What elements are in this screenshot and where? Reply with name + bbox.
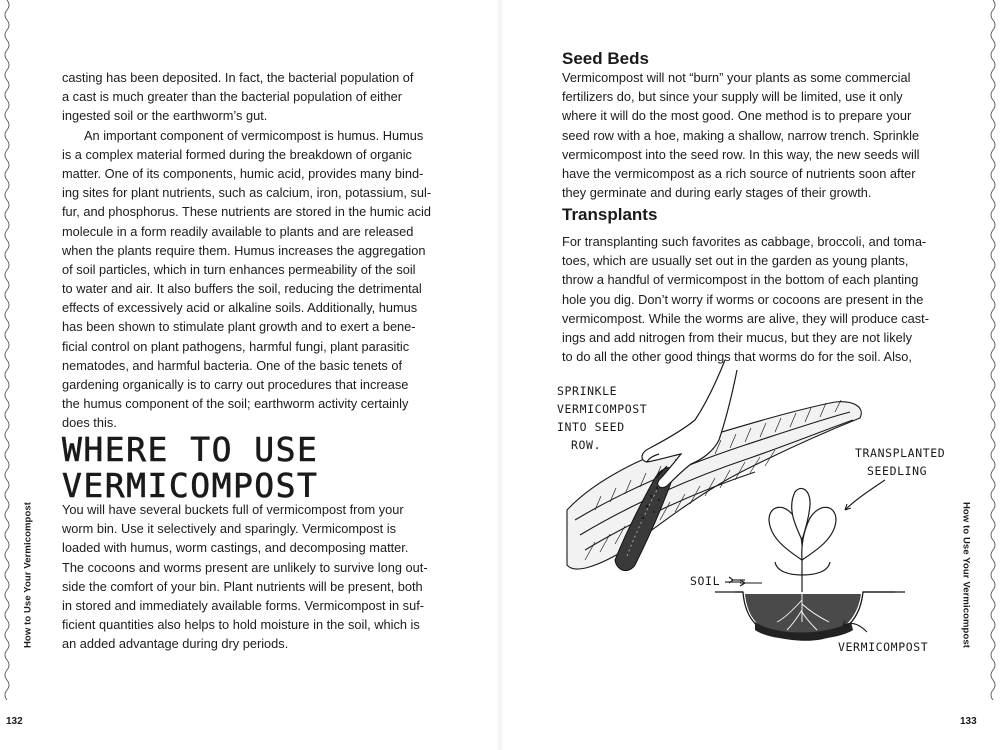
text-line: to water and air. It also buffers the soil, reducing the detrimental [62, 281, 422, 297]
text-line: fur, and phosphorus. These nutrients are stored in the humic acid [62, 204, 431, 220]
text-line: vermicompost into the seed row. In this way, the new seeds will [562, 146, 920, 162]
text-line: molecule in a form readily available to plants and are released [62, 223, 414, 239]
text-line: to do all the other good things that worms do for the soil. Also, [562, 349, 912, 365]
label-line: SPRINKLE [557, 384, 618, 398]
text-line: they germinate and during early stages of their growth. [562, 185, 872, 201]
label-line: INTO SEED [557, 420, 625, 434]
running-head: How to Use Your Vermicompost [22, 501, 34, 649]
vermicompost-illustration [555, 360, 950, 660]
text-line: when the plants require them. Humus increases the aggregation [62, 242, 426, 258]
subheading-transplants: Transplants [562, 205, 658, 224]
transplants-body [562, 232, 947, 366]
label-line: ROW. [571, 438, 602, 452]
planting-hole [715, 592, 905, 640]
section-body [62, 500, 442, 654]
label-transplanted-seedling [855, 444, 945, 480]
body-text-continuation [62, 68, 442, 433]
text-line: where it will do the most good. One method is to prepare your [562, 108, 912, 124]
text-line: in stored and immediately available forms. Vermicompost in suf- [62, 597, 425, 613]
heading-line: WHERE TO USE [62, 430, 319, 469]
text-line: worm bin. Use it selectively and sparingly. Vermicompost is [62, 521, 397, 537]
subheading-seed-beds: Seed Beds [562, 49, 649, 68]
running-head: How to Use Your Vermicompost [960, 501, 972, 649]
text-line: ficial control on plant pathogens, harmful fungi, plant parasitic [62, 338, 410, 354]
text-line: ings and add nitrogen from their mucus, but they are not likely [562, 329, 912, 345]
text-line: gardening organically is to carry out procedures that increase [62, 377, 409, 392]
text-line: vermicompost. While the worms are alive, they will produce cast- [562, 310, 929, 326]
text-line: throw a handful of vermicompost in the bottom of each planting [562, 272, 919, 288]
text-line: does this. [62, 415, 117, 431]
label-soil: SOIL [690, 574, 721, 588]
text-line: is a complex material formed during the breakdown of organic [62, 146, 412, 162]
text-line: matter. One of its components, humic acid, provides many bind- [62, 165, 424, 181]
page-number: 132 [6, 716, 23, 727]
text-line: has been shown to stimulate plant growth and to exert a bene- [62, 319, 416, 335]
text-line: You will have several buckets full of vermicompost from your [62, 502, 404, 517]
text-line: toes, which are usually set out in the garden as young plants, [562, 253, 909, 269]
label-vermicompost: VERMICOMPOST [838, 640, 929, 654]
text-line: an added advantage during dry periods. [62, 636, 289, 652]
text-line: hole you dig. Don’t worry if worms or cocoons are present in the [562, 291, 924, 307]
text-line: a cast is much greater than the bacterial population of either [62, 89, 403, 105]
text-line: ingested soil or the earthworm’s gut. [62, 108, 268, 124]
text-line: loaded with humus, worm castings, and decomposing matter. [62, 540, 409, 556]
label-sprinkle-vermicompost [557, 382, 647, 454]
text-line: ing sites for plant nutrients, such as calcium, iron, potassium, sul- [62, 185, 432, 201]
text-line: seed row with a hoe, making a shallow, narrow trench. Sprinkle [562, 127, 920, 143]
label-line: VERMICOMPOST [557, 402, 648, 416]
heading-line: VERMICOMPOST [62, 466, 319, 505]
text-line: ficient quantities also helps to hold moisture in the soil, which is [62, 617, 420, 633]
text-line: of soil particles, which in turn enhances permeability of the soil [62, 261, 416, 277]
section-heading [62, 432, 362, 504]
text-line: have the vermicompost as a rich source of nutrients soon after [562, 165, 916, 181]
text-line: effects of excessively acid or alkaline soils. Additionally, humus [62, 300, 418, 316]
wavy-border-left [2, 0, 12, 700]
label-line: SEEDLING [867, 464, 928, 478]
text-line: the humus component of the soil; earthworm activity certainly [62, 396, 409, 412]
text-line: fertilizers do, but since your supply will be limited, use it only [562, 89, 903, 105]
text-line: The cocoons and worms present are unlikely to survive long out- [62, 559, 428, 575]
wavy-border-right [988, 0, 998, 700]
seedling [769, 488, 836, 592]
text-line: side the comfort of your bin. Plant nutrients will be present, both [62, 578, 423, 594]
text-line: nematodes, and harmful bacteria. One of the basic tenets of [62, 357, 403, 373]
text-line: Vermicompost will not “burn” your plants as some commercial [562, 70, 911, 85]
text-line: An important component of vermicompost is humus. Humus [84, 127, 424, 143]
seed-beds-body [562, 68, 947, 202]
text-line: For transplanting such favorites as cabbage, broccoli, and toma- [562, 234, 927, 249]
text-line: casting has been deposited. In fact, the bacterial population of [62, 70, 414, 85]
label-line: TRANSPLANTED [855, 446, 946, 460]
page-number: 133 [960, 716, 977, 727]
